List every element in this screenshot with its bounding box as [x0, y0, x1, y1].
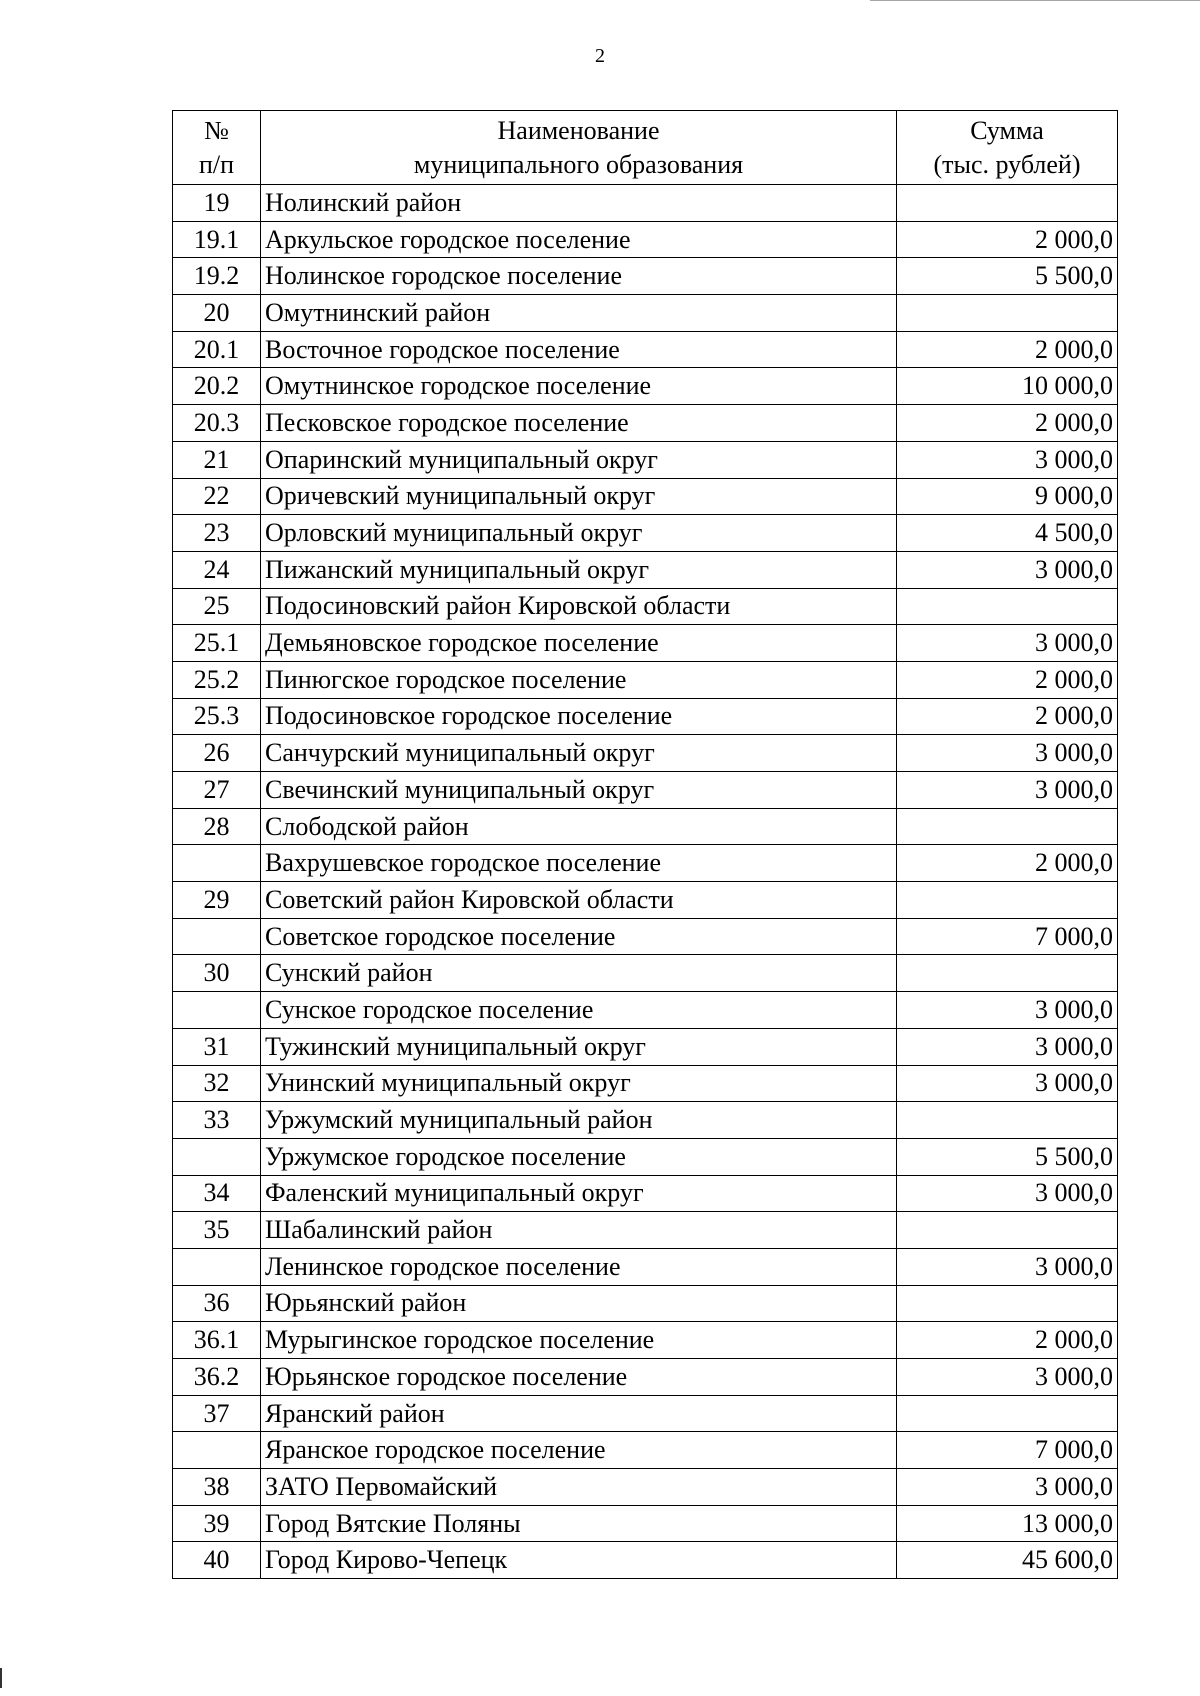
- row-sum: 3 000,0: [897, 992, 1118, 1029]
- row-sum: 5 500,0: [897, 258, 1118, 295]
- row-number: 24: [173, 551, 261, 588]
- row-number: 22: [173, 478, 261, 515]
- table-row: [173, 221, 1118, 258]
- row-sum: 3 000,0: [897, 551, 1118, 588]
- row-sum: 4 500,0: [897, 515, 1118, 552]
- row-number: 19: [173, 185, 261, 222]
- row-sum: 3 000,0: [897, 1175, 1118, 1212]
- row-number: 23: [173, 515, 261, 552]
- row-sum: 3 000,0: [897, 1028, 1118, 1065]
- row-number: 25.3: [173, 698, 261, 735]
- row-name: Вахрушевское городское поселение: [261, 845, 897, 882]
- header-name-line1: Наименование: [497, 115, 660, 145]
- row-number: 40: [173, 1542, 261, 1579]
- row-number: [173, 845, 261, 882]
- header-sum-line2: (тыс. рублей): [933, 149, 1081, 179]
- row-sum: 2 000,0: [897, 221, 1118, 258]
- row-number: 20.1: [173, 331, 261, 368]
- row-name: Аркульское городское поселение: [261, 221, 897, 258]
- table-row: [173, 772, 1118, 809]
- row-number: 38: [173, 1469, 261, 1506]
- row-number: 33: [173, 1102, 261, 1139]
- header-sum: [897, 111, 1118, 185]
- row-number: [173, 1138, 261, 1175]
- row-name: Мурыгинское городское поселение: [261, 1322, 897, 1359]
- row-number: [173, 1248, 261, 1285]
- row-number: 27: [173, 772, 261, 809]
- row-name: Яранский район: [261, 1395, 897, 1432]
- table-row: [173, 331, 1118, 368]
- row-number: 37: [173, 1395, 261, 1432]
- row-sum: [897, 1285, 1118, 1322]
- row-name: Советский район Кировской области: [261, 882, 897, 919]
- table-row: [173, 368, 1118, 405]
- scan-mark-left: [0, 1668, 2, 1688]
- row-name: Город Кирово-Чепецк: [261, 1542, 897, 1579]
- table-row: [173, 1432, 1118, 1469]
- row-sum: 2 000,0: [897, 845, 1118, 882]
- row-number: 25.2: [173, 661, 261, 698]
- row-number: [173, 992, 261, 1029]
- table-row: [173, 918, 1118, 955]
- header-name-line2: муниципального образования: [413, 149, 744, 179]
- row-sum: [897, 588, 1118, 625]
- table-row: [173, 1028, 1118, 1065]
- row-sum: [897, 1395, 1118, 1432]
- table-row: [173, 405, 1118, 442]
- row-sum: 3 000,0: [897, 625, 1118, 662]
- row-number: 19.1: [173, 221, 261, 258]
- row-sum: [897, 882, 1118, 919]
- row-number: 30: [173, 955, 261, 992]
- table-row: [173, 955, 1118, 992]
- row-sum: 3 000,0: [897, 1065, 1118, 1102]
- table-row: [173, 1322, 1118, 1359]
- header-name: [261, 111, 897, 185]
- row-name: ЗАТО Первомайский: [261, 1469, 897, 1506]
- row-name: Нолинский район: [261, 185, 897, 222]
- table-row: [173, 1285, 1118, 1322]
- page-number: 2: [595, 45, 605, 67]
- row-number: 34: [173, 1175, 261, 1212]
- table-row: [173, 1102, 1118, 1139]
- row-name: Сунское городское поселение: [261, 992, 897, 1029]
- row-name: Юрьянский район: [261, 1285, 897, 1322]
- row-sum: 5 500,0: [897, 1138, 1118, 1175]
- row-name: Слободской район: [261, 808, 897, 845]
- table-row: [173, 515, 1118, 552]
- row-name: Юрьянское городское поселение: [261, 1359, 897, 1396]
- row-number: [173, 918, 261, 955]
- header-row: [173, 111, 1118, 185]
- row-number: 31: [173, 1028, 261, 1065]
- row-sum: 7 000,0: [897, 918, 1118, 955]
- row-number: 32: [173, 1065, 261, 1102]
- table-row: [173, 1542, 1118, 1579]
- row-sum: [897, 955, 1118, 992]
- table-row: [173, 441, 1118, 478]
- table-row: [173, 1505, 1118, 1542]
- table-row: [173, 992, 1118, 1029]
- row-name: Шабалинский район: [261, 1212, 897, 1249]
- table-row: [173, 478, 1118, 515]
- row-sum: 7 000,0: [897, 1432, 1118, 1469]
- table-row: [173, 1359, 1118, 1396]
- row-name: Восточное городское поселение: [261, 331, 897, 368]
- row-number: 19.2: [173, 258, 261, 295]
- row-name: Подосиновский район Кировской области: [261, 588, 897, 625]
- table-row: [173, 551, 1118, 588]
- row-sum: 45 600,0: [897, 1542, 1118, 1579]
- table-row: [173, 625, 1118, 662]
- row-name: Пижанский муниципальный округ: [261, 551, 897, 588]
- row-name: Демьяновское городское поселение: [261, 625, 897, 662]
- table-row: [173, 1212, 1118, 1249]
- table-row: [173, 1395, 1118, 1432]
- row-name: Нолинское городское поселение: [261, 258, 897, 295]
- table-row: [173, 258, 1118, 295]
- row-name: Уржумский муниципальный район: [261, 1102, 897, 1139]
- row-number: 20.2: [173, 368, 261, 405]
- row-sum: [897, 295, 1118, 332]
- row-name: Сунский район: [261, 955, 897, 992]
- table-row: [173, 1469, 1118, 1506]
- row-sum: [897, 1102, 1118, 1139]
- row-sum: 3 000,0: [897, 1359, 1118, 1396]
- row-number: 29: [173, 882, 261, 919]
- row-name: Город Вятские Поляны: [261, 1505, 897, 1542]
- row-name: Подосиновское городское поселение: [261, 698, 897, 735]
- row-sum: [897, 1212, 1118, 1249]
- row-name: Пинюгское городское поселение: [261, 661, 897, 698]
- row-number: 20: [173, 295, 261, 332]
- row-name: Советское городское поселение: [261, 918, 897, 955]
- table-row: [173, 185, 1118, 222]
- allocation-table: [172, 110, 1118, 1579]
- scan-mark-top: [870, 0, 1200, 1]
- row-sum: 2 000,0: [897, 698, 1118, 735]
- table-row: [173, 1065, 1118, 1102]
- row-sum: 2 000,0: [897, 661, 1118, 698]
- table-row: [173, 1138, 1118, 1175]
- table-row: [173, 588, 1118, 625]
- row-sum: [897, 808, 1118, 845]
- header-number: [173, 111, 261, 185]
- table-row: [173, 698, 1118, 735]
- row-name: Омутнинское городское поселение: [261, 368, 897, 405]
- row-name: Свечинский муниципальный округ: [261, 772, 897, 809]
- row-number: 20.3: [173, 405, 261, 442]
- row-number: 25: [173, 588, 261, 625]
- header-sum-line1: Сумма: [970, 115, 1044, 145]
- row-number: 36: [173, 1285, 261, 1322]
- row-name: Тужинский муниципальный округ: [261, 1028, 897, 1065]
- row-name: Оричевский муниципальный округ: [261, 478, 897, 515]
- table-body: [173, 185, 1118, 1579]
- row-number: 26: [173, 735, 261, 772]
- row-name: Омутнинский район: [261, 295, 897, 332]
- row-name: Песковское городское поселение: [261, 405, 897, 442]
- table-row: [173, 735, 1118, 772]
- header-number-line2: п/п: [198, 149, 235, 179]
- row-sum: 2 000,0: [897, 1322, 1118, 1359]
- row-sum: 2 000,0: [897, 331, 1118, 368]
- row-name: Опаринский муниципальный округ: [261, 441, 897, 478]
- table-row: [173, 845, 1118, 882]
- row-name: Санчурский муниципальный округ: [261, 735, 897, 772]
- row-name: Ленинское городское поселение: [261, 1248, 897, 1285]
- table-row: [173, 661, 1118, 698]
- row-name: Фаленский муниципальный округ: [261, 1175, 897, 1212]
- row-sum: 10 000,0: [897, 368, 1118, 405]
- row-number: 28: [173, 808, 261, 845]
- row-number: 36.2: [173, 1359, 261, 1396]
- table-row: [173, 1248, 1118, 1285]
- row-sum: 3 000,0: [897, 1248, 1118, 1285]
- row-name: Унинский муниципальный округ: [261, 1065, 897, 1102]
- row-sum: 3 000,0: [897, 1469, 1118, 1506]
- table-row: [173, 295, 1118, 332]
- row-sum: 3 000,0: [897, 772, 1118, 809]
- row-sum: 2 000,0: [897, 405, 1118, 442]
- row-number: 21: [173, 441, 261, 478]
- row-name: Яранское городское поселение: [261, 1432, 897, 1469]
- table-header: [173, 111, 1118, 185]
- header-number-line1: №: [204, 115, 229, 145]
- row-number: 25.1: [173, 625, 261, 662]
- row-sum: 3 000,0: [897, 441, 1118, 478]
- row-name: Орловский муниципальный округ: [261, 515, 897, 552]
- row-number: 35: [173, 1212, 261, 1249]
- table-row: [173, 882, 1118, 919]
- row-sum: 3 000,0: [897, 735, 1118, 772]
- row-number: 39: [173, 1505, 261, 1542]
- table-row: [173, 808, 1118, 845]
- row-number: 36.1: [173, 1322, 261, 1359]
- row-sum: 9 000,0: [897, 478, 1118, 515]
- row-sum: [897, 185, 1118, 222]
- row-sum: 13 000,0: [897, 1505, 1118, 1542]
- table-row: [173, 1175, 1118, 1212]
- row-number: [173, 1432, 261, 1469]
- row-name: Уржумское городское поселение: [261, 1138, 897, 1175]
